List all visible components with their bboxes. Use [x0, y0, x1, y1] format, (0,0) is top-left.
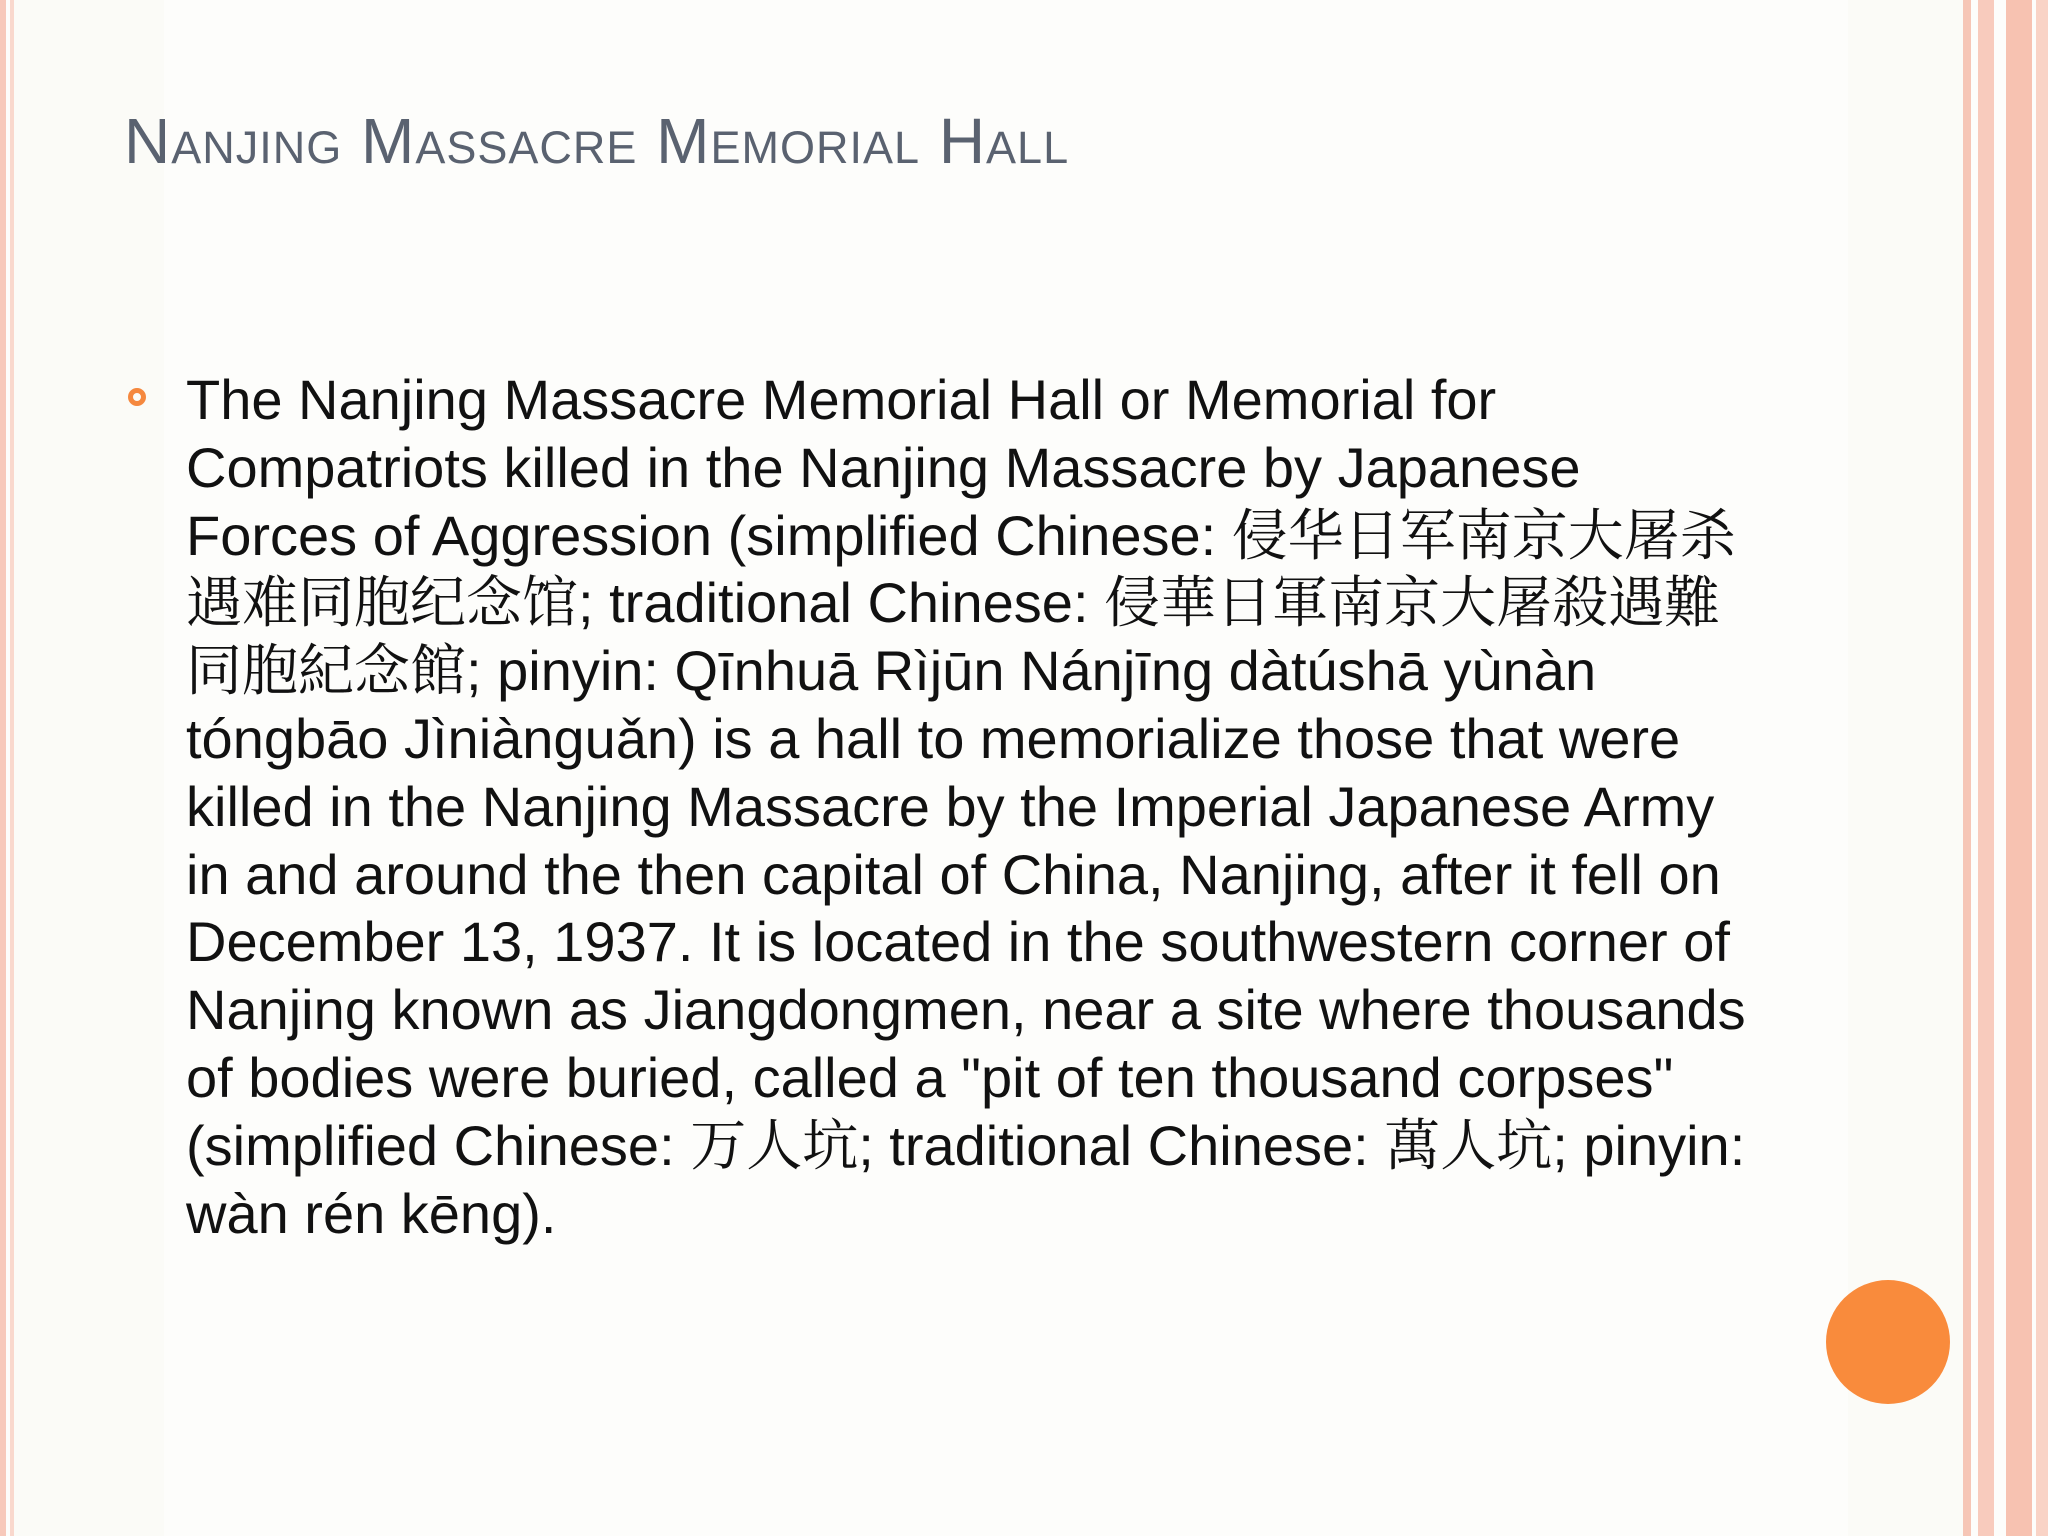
right-border-stripe	[2036, 0, 2048, 1536]
bullet-list	[124, 366, 1764, 1247]
slide-title: Nanjing Massacre Memorial Hall	[124, 105, 1070, 177]
bullet-text: The Nanjing Massacre Memorial Hall or Memorial for Compatriots killed in the Nanjing Massacre by Japanese Forces of Aggression (simplified Chinese: 侵华日军南京大屠杀遇难同胞纪念馆; traditional Chinese: 侵華日軍南京大屠殺遇難同胞紀念館; pinyin: Qīnhuā Rìjūn Nánjīng dàtúshā yùnàn tóngbāo Jìniànguǎn) is a hall to memorialize those that were killed in the Nanjing Massacre by the Imperial Japanese Army in and around the then capital of China, Nanjing, after it fell on December 13, 1937. It is located in the southwestern corner of Nanjing known as Jiangdongmen, near a site where thousands of bodies were buried, called a "pit of ten thousand corpses" (simplified Chinese: 万人坑; traditional Chinese: 萬人坑; pinyin: wàn rén kēng).	[186, 368, 1746, 1245]
decorative-circle-icon	[1826, 1280, 1950, 1404]
left-border-stripe	[0, 0, 6, 1536]
bullet-item	[124, 366, 1764, 1247]
right-border-stripe	[1978, 0, 1994, 1536]
bullet-circle-icon	[128, 388, 146, 406]
right-border-stripe	[2006, 0, 2032, 1536]
right-border-stripe	[1963, 0, 1971, 1536]
